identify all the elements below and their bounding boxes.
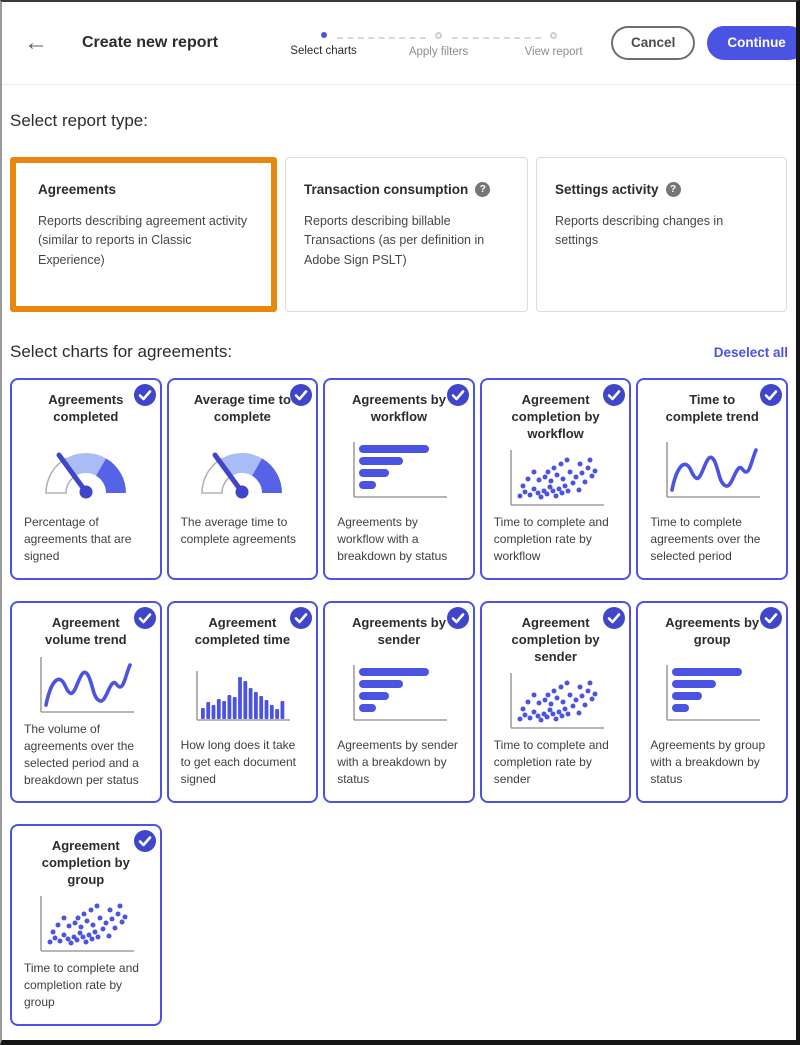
selected-check-icon[interactable]: [760, 384, 782, 406]
selected-check-icon[interactable]: [603, 607, 625, 629]
report-type-description: Reports describing billable Transactions (as per definition in Adobe Sign PSLT): [304, 214, 485, 267]
selected-check-icon[interactable]: [447, 384, 469, 406]
selected-check-icon[interactable]: [290, 384, 312, 406]
charts-heading-row: [10, 342, 788, 362]
top-bar: [2, 2, 796, 85]
chart-card-description: How long does it take to get each document signed: [180, 738, 297, 787]
help-icon[interactable]: ?: [666, 182, 681, 197]
report-type-grid: [10, 157, 788, 312]
chart-card-description: Time to complete and completion rate by workflow: [493, 515, 609, 564]
report-type-card-settings-activity[interactable]: [536, 157, 787, 312]
hbar-chart-icon: [648, 649, 776, 737]
gauge-icon: [179, 426, 307, 514]
selected-check-icon[interactable]: [447, 607, 469, 629]
scatter-plot-icon: [492, 443, 620, 514]
report-type-title-row: [304, 182, 509, 197]
chart-card-agreements-by-group[interactable]: [636, 601, 788, 803]
chart-card-agreement-completed-time[interactable]: [167, 601, 319, 803]
step-label: Apply filters: [408, 46, 469, 58]
chart-card-agreements-by-sender[interactable]: [323, 601, 475, 803]
report-type-description: Reports describing changes in settings: [555, 214, 724, 248]
selected-check-icon[interactable]: [134, 830, 156, 852]
gauge-icon: [22, 426, 150, 514]
cancel-button[interactable]: Cancel: [611, 26, 695, 60]
report-type-title-row: [555, 182, 768, 197]
step-dot-icon: [435, 32, 442, 39]
selected-check-icon[interactable]: [134, 607, 156, 629]
continue-button[interactable]: Continue: [707, 26, 800, 60]
report-type-card-transaction-consumption[interactable]: [285, 157, 528, 312]
header-actions: [611, 26, 800, 60]
chart-card-description: Time to complete agreements over the selected period: [650, 515, 761, 564]
scatter-plot-icon: [22, 889, 150, 960]
chart-card-title: Average time to complete: [193, 392, 291, 424]
chart-card-description: Agreements by workflow with a breakdown by status: [337, 515, 448, 564]
step-dot-icon: [321, 32, 327, 38]
chart-card-agreement-completion-by-group[interactable]: [10, 824, 162, 1026]
main-content: [2, 111, 796, 1026]
chart-card-title: Agreements completed: [48, 392, 124, 424]
chart-card-title: Agreements by group: [665, 615, 760, 647]
hbar-chart-icon: [335, 649, 463, 737]
chart-card-agreements-by-workflow[interactable]: [323, 378, 475, 580]
chart-card-description: Time to complete and completion rate by sender: [493, 738, 609, 787]
chart-card-title: Agreement volume trend: [44, 615, 127, 647]
step-select-charts: [266, 32, 381, 58]
help-icon[interactable]: ?: [475, 182, 490, 197]
report-type-heading: Select report type:: [10, 111, 148, 130]
step-dot-icon: [550, 32, 557, 39]
histogram-icon: [179, 649, 307, 737]
step-apply-filters: [381, 32, 496, 58]
step-label: View report: [524, 46, 583, 58]
line-chart-icon: [648, 426, 776, 514]
chart-card-description: Agreements by group with a breakdown by status: [650, 738, 766, 787]
chart-card-title: Agreement completed time: [194, 615, 291, 647]
chart-card-title: Time to complete trend: [665, 392, 759, 424]
report-type-title: Agreements: [38, 182, 117, 197]
line-chart-icon: [22, 649, 150, 721]
chart-card-title: Agreements by workflow: [352, 392, 446, 424]
chart-card-agreement-completion-by-workflow[interactable]: [480, 378, 632, 580]
chart-card-agreements-completed[interactable]: [10, 378, 162, 580]
chart-card-agreement-volume-trend[interactable]: [10, 601, 162, 803]
chart-card-description: The volume of agreements over the selected period and a breakdown per status: [24, 721, 139, 787]
step-view-report: [496, 32, 611, 58]
chart-card-description: Percentage of agreements that are signed: [24, 515, 132, 564]
chart-card-title: Agreement completion by workflow: [511, 392, 600, 441]
chart-card-title: Agreement completion by sender: [511, 615, 600, 664]
report-type-card-agreements[interactable]: [10, 157, 277, 312]
chart-card-average-time-to-complete[interactable]: [167, 378, 319, 580]
report-type-title-row: [38, 182, 258, 197]
back-button[interactable]: [18, 31, 54, 55]
chart-cards-grid: [10, 378, 788, 1026]
step-label: Select charts: [290, 45, 357, 57]
scatter-plot-icon: [492, 666, 620, 737]
report-type-title: Transaction consumption: [304, 182, 469, 197]
chart-card-title: Agreement completion by group: [41, 838, 130, 887]
chart-card-description: Agreements by sender with a breakdown by status: [337, 738, 458, 787]
selected-check-icon[interactable]: [290, 607, 312, 629]
deselect-all-link[interactable]: Deselect all: [713, 345, 788, 360]
back-arrow-icon: ←: [24, 29, 48, 56]
chart-card-description: The average time to complete agreements: [180, 515, 296, 547]
chart-card-time-to-complete-trend[interactable]: [636, 378, 788, 580]
selected-check-icon[interactable]: [603, 384, 625, 406]
report-type-title: Settings activity: [555, 182, 659, 197]
chart-card-description: Time to complete and completion rate by group: [24, 961, 139, 1010]
selected-check-icon[interactable]: [760, 607, 782, 629]
selected-check-icon[interactable]: [134, 384, 156, 406]
charts-heading: Select charts for agreements:: [10, 342, 233, 361]
hbar-chart-icon: [335, 426, 463, 514]
wizard-stepper: [266, 32, 611, 58]
report-type-description: Reports describing agreement activity (similar to reports in Classic Experience): [38, 214, 248, 267]
page-title: Create new report: [82, 34, 219, 51]
chart-card-title: Agreements by sender: [352, 615, 446, 647]
chart-card-agreement-completion-by-sender[interactable]: [480, 601, 632, 803]
